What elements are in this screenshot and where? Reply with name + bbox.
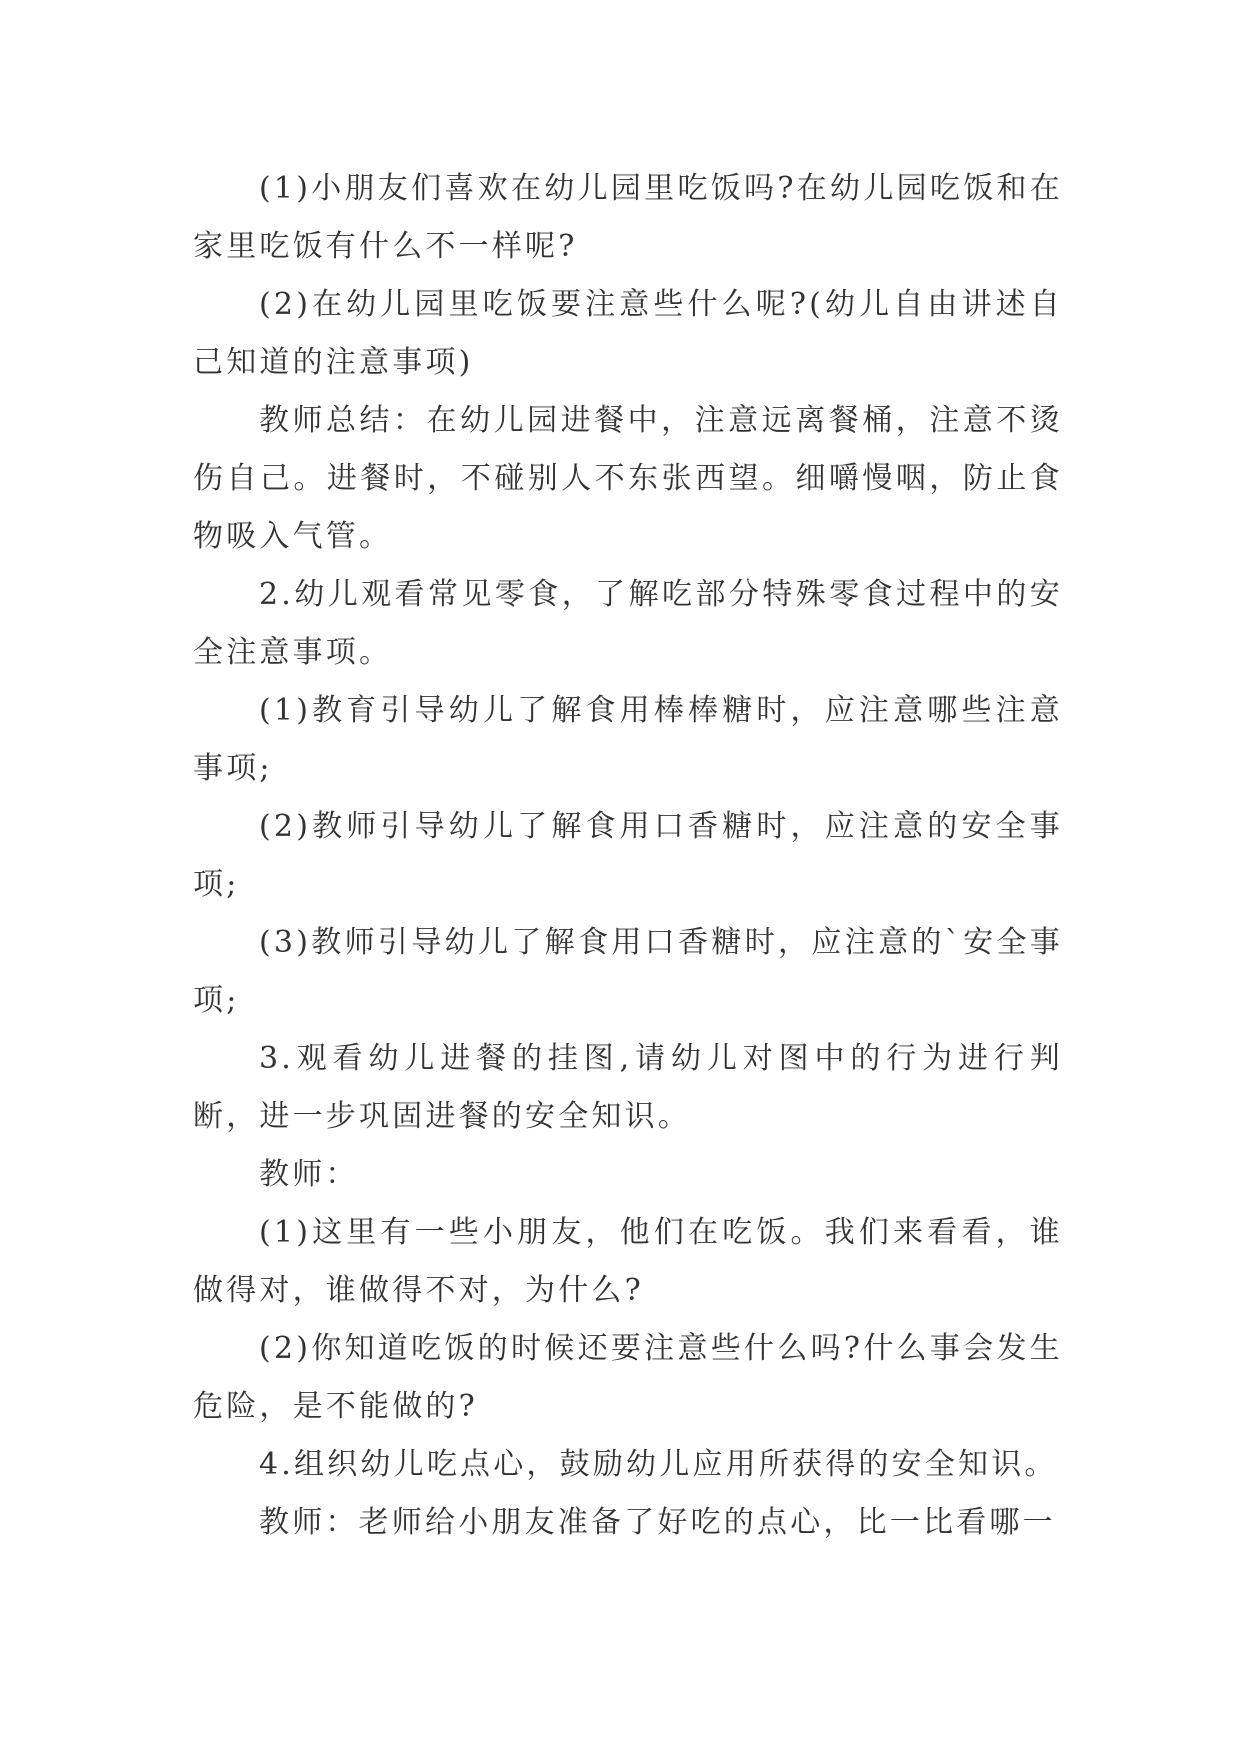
paragraph-2: (2)在幼儿园里吃饭要注意些什么呢?(幼儿自由讲述自己知道的注意事项) — [193, 287, 1063, 380]
paragraph-13: 教师：老师给小朋友准备了好吃的点心，比一比看哪一 — [259, 1505, 1056, 1540]
paragraph-9: 教师： — [259, 1157, 359, 1192]
document-body — [193, 160, 1063, 1552]
paragraph-4: 2.幼儿观看常见零食，了解吃部分特殊零食过程中的安全注意事项。 — [193, 577, 1063, 670]
paragraph-8: 3.观看幼儿进餐的挂图,请幼儿对图中的行为进行判断，进一步巩固进餐的安全知识。 — [193, 1041, 1063, 1134]
paragraph-1: (1)小朋友们喜欢在幼儿园里吃饭吗?在幼儿园吃饭和在家里吃饭有什么不一样呢? — [193, 171, 1063, 264]
paragraph-11: (2)你知道吃饭的时候还要注意些什么吗?什么事会发生危险，是不能做的? — [193, 1331, 1063, 1424]
paragraph-12: 4.组织幼儿吃点心，鼓励幼儿应用所获得的安全知识。 — [259, 1447, 1058, 1482]
paragraph-5: (1)教育引导幼儿了解食用棒棒糖时，应注意哪些注意事项; — [193, 693, 1063, 786]
paragraph-6: (2)教师引导幼儿了解食用口香糖时，应注意的安全事项; — [193, 809, 1063, 902]
paragraph-10: (1)这里有一些小朋友，他们在吃饭。我们来看看，谁做得对，谁做得不对，为什么? — [193, 1215, 1063, 1308]
paragraph-7: (3)教师引导幼儿了解食用口香糖时，应注意的`安全事项; — [193, 925, 1063, 1018]
paragraph-3: 教师总结：在幼儿园进餐中，注意远离餐桶，注意不烫伤自己。进餐时，不碰别人不东张西望。细嚼慢咽，防止食物吸入气管。 — [193, 403, 1063, 554]
